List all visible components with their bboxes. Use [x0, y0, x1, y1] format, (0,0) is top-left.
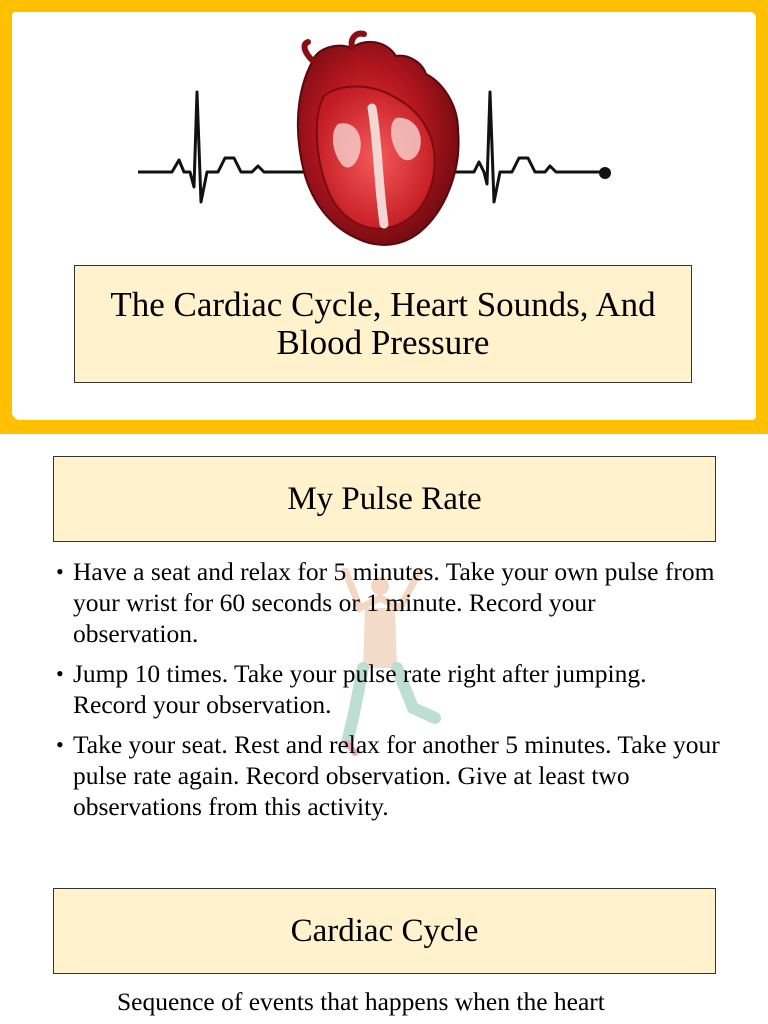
pulse-rate-heading: My Pulse Rate [287, 480, 482, 517]
ecg-end-dot [599, 167, 611, 179]
ecg-line-right [452, 92, 604, 202]
title-slide-content [12, 12, 756, 420]
list-item-text: Jump 10 times. Take your pulse rate right after jumping. Record your observation. [73, 659, 647, 719]
bullet-icon: • [56, 661, 64, 686]
cardiac-cycle-text: Sequence of events that happens when the heart [117, 987, 605, 1016]
title-slide [0, 0, 768, 434]
list-item-text: Take your seat. Rest and relax for another 5 minutes. Take your pulse rate again. Record observation. Give at least two observations from this activity. [73, 730, 720, 821]
list-item [56, 729, 726, 822]
pulse-rate-heading-box [53, 456, 716, 542]
list-item [56, 658, 726, 720]
bullet-icon: • [56, 559, 64, 584]
heart-icon [298, 34, 459, 245]
bullet-icon: • [56, 732, 64, 757]
list-item-text: Have a seat and relax for 5 minutes. Take your own pulse from your wrist for 60 seconds or 1 minute. Record your observation. [73, 557, 715, 648]
list-item [56, 556, 726, 649]
ecg-line-left [138, 92, 312, 202]
cardiac-cycle-heading-box [53, 888, 716, 974]
cardiac-cycle-heading: Cardiac Cycle [290, 912, 479, 949]
slide-title: The Cardiac Cycle, Heart Sounds, And Blood Pressure [110, 285, 656, 362]
title-box [74, 265, 692, 383]
pulse-instructions-list [56, 556, 726, 831]
